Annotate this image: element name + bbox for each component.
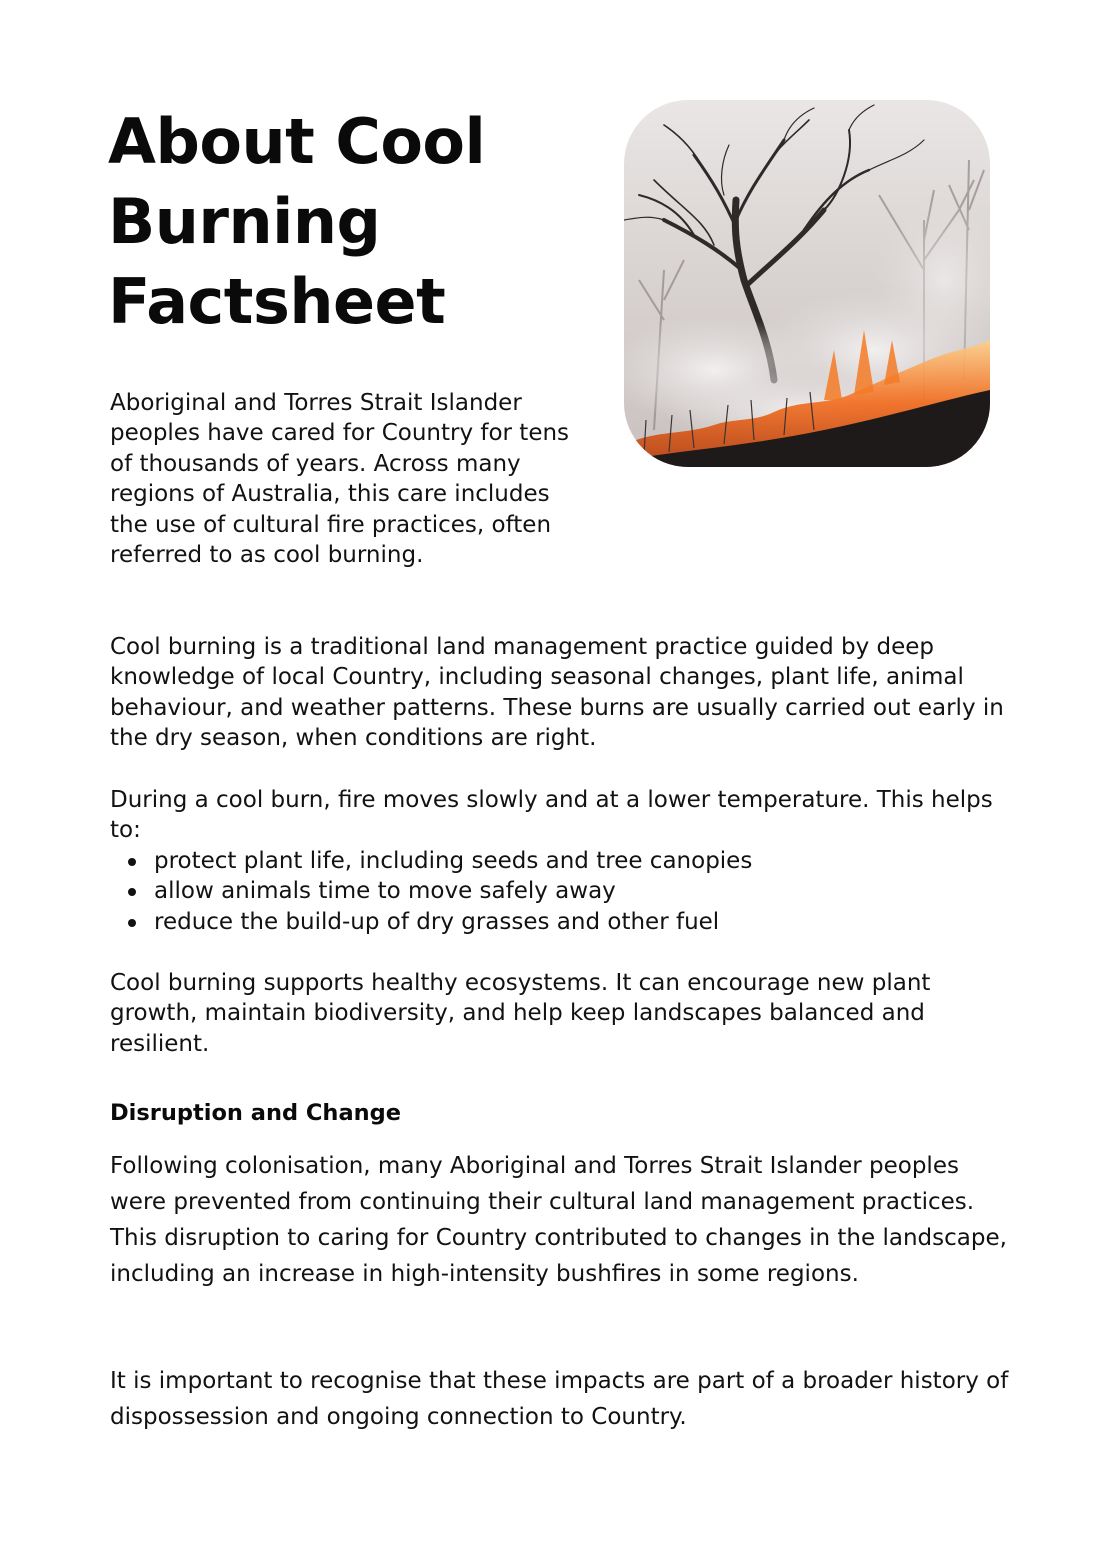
list-item-text: allow animals time to move safely away [154, 878, 616, 905]
title-line: Factsheet [108, 265, 446, 338]
title-line: Burning [108, 185, 381, 258]
page-title [108, 102, 628, 342]
colonisation-paragraph: Following colonisation, many Aboriginal and Torres Strait Islander peoples were prevented from continuing their cultural land management practices. This disruption to caring for Country contributed to changes in the landscape, including an increase in high-intensity bushfires in some regions. [110, 1153, 1007, 1287]
list-item [110, 907, 1010, 937]
list-item [110, 876, 1010, 906]
title-line: About Cool [108, 105, 486, 178]
benefits-list [110, 846, 1010, 937]
bullet-icon [128, 888, 136, 896]
bushfire-photo-icon [624, 100, 990, 467]
list-item-text: reduce the build-up of dry grasses and other fuel [154, 908, 720, 935]
recognition-paragraph: It is important to recognise that these impacts are part of a broader history of dispossession and ongoing connection to Country. [110, 1368, 1009, 1430]
bullet-icon [128, 919, 136, 927]
intro-paragraph: Aboriginal and Torres Strait Islander peoples have cared for Country for tens of thousands of years. Across many regions of Australia, this care includes the use of cultural fire practices, often referred to as cool burning. [110, 390, 570, 569]
benefits-intro-paragraph: During a cool burn, fire moves slowly and at a lower temperature. This helps to: [110, 787, 993, 844]
description-paragraph: Cool burning is a traditional land management practice guided by deep knowledge of local Country, including seasonal changes, plant life, animal behaviour, and weather patterns. These burns are usually carried out early in the dry season, when conditions are right. [110, 634, 1004, 752]
ecosystems-paragraph: Cool burning supports healthy ecosystems. It can encourage new plant growth, maintain biodiversity, and help keep landscapes balanced and resilient. [110, 970, 931, 1057]
section-heading: Disruption and Change [110, 1100, 402, 1126]
list-item-text: protect plant life, including seeds and tree canopies [154, 848, 753, 874]
hero-illustration [624, 100, 990, 467]
list-item [110, 846, 1010, 876]
bullet-icon [128, 858, 136, 866]
